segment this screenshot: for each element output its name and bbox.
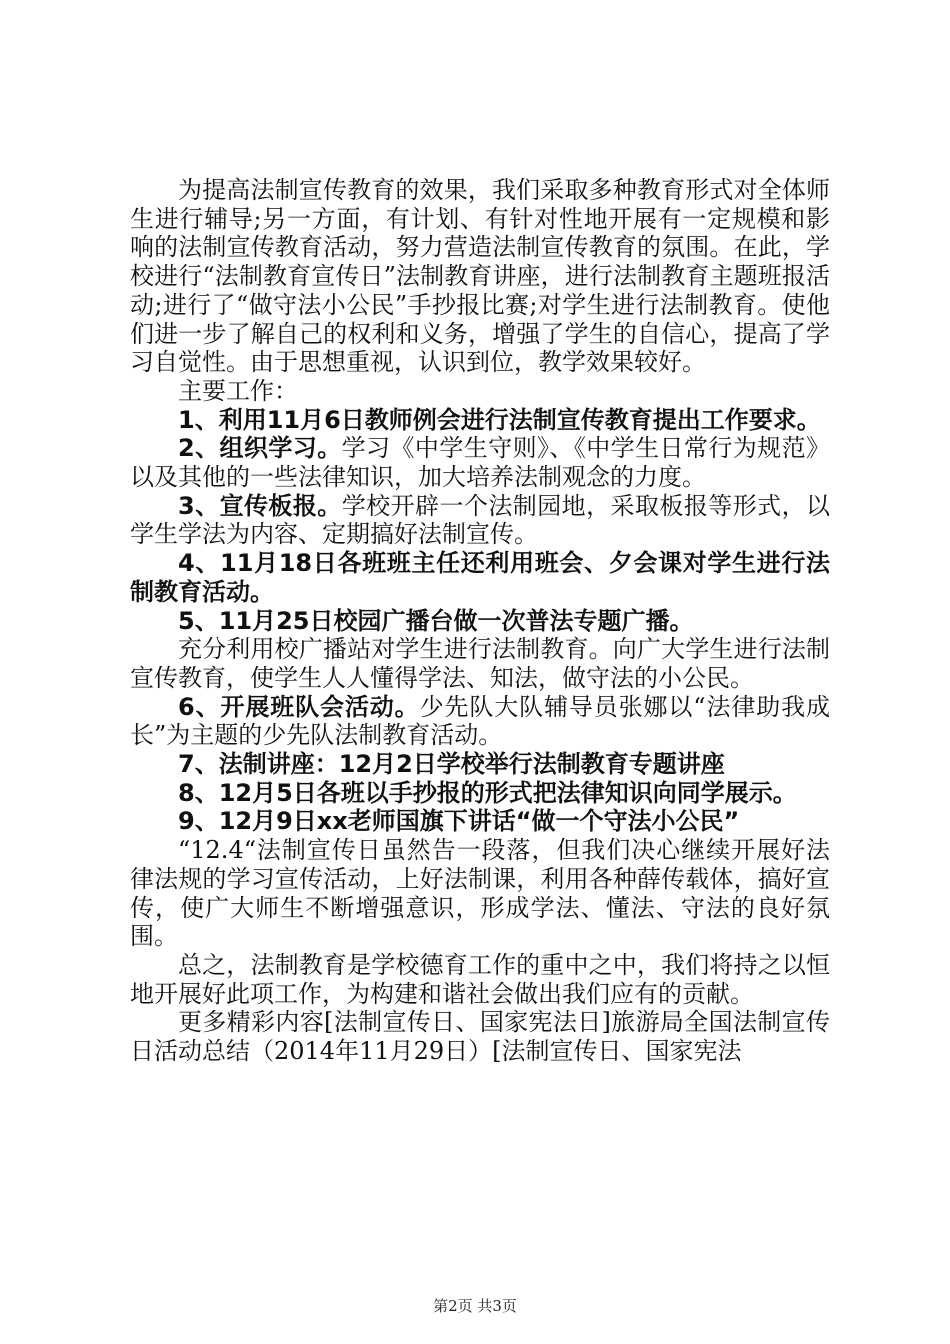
work-item-4-title: 4、11月18日各班班主任还利用班会、夕会课对学生进行法制教育活动。: [130, 549, 830, 606]
work-item-9-title: 9、12月9日xx老师国旗下讲话“做一个守法小公民”: [178, 807, 740, 836]
work-item-1-title: 1、利用11月6日教师例会进行法制宣传教育提出工作要求。: [178, 405, 821, 434]
work-item-3: [130, 492, 830, 549]
paragraph-legal-day: “12.4“法制宣传日虽然告一段落，但我们决心继续开展好法律法规的学习宣传活动，上好法制课，利用各种薛传载体，搞好宣传，使广大师生不断增强意识，形成学法、懂法、守法的良好氛围。: [130, 836, 830, 951]
work-item-4: [130, 549, 830, 606]
work-item-3-title: 3、宣传板报。: [178, 491, 342, 520]
work-item-8-title: 8、12月5日各班以手抄报的形式把法律知识向同学展示。: [178, 778, 797, 807]
work-item-8: [130, 779, 830, 808]
page-number-footer: 第2页 共3页: [433, 1297, 517, 1315]
work-item-6-text: 少先队大队辅导员张娜以“法律助我成长”为主题的少先队法制教育活动。: [130, 692, 830, 750]
paragraph-intro: 为提高法制宣传教育的效果，我们采取多种教育形式对全体师生进行辅导;另一方面，有计划、有针对性地开展有一定规模和影响的法制宣传教育活动，努力营造法制宣传教育的氛围。在此，学校进行“法制教育宣传日”法制教育讲座，进行法制教育主题班报活动;进行了“做守法小公民”手抄报比赛;对学生进行法制教育。使他们进一步了解自己的权利和义务，增强了学生的自信心，提高了学习自觉性。由于思想重视，认识到位，教学效果较好。: [130, 176, 830, 377]
paragraph-broadcast: 充分利用校广播站对学生进行法制教育。向广大学生进行法制宣传教育，使学生人人懂得学法、知法，做守法的小公民。: [130, 635, 830, 692]
work-item-5: [130, 607, 830, 636]
work-item-2: [130, 434, 830, 491]
paragraph-conclusion: 总之，法制教育是学校德育工作的重中之中，我们将持之以恒地开展好此项工作，为构建和谐社会做出我们应有的贡献。: [130, 950, 830, 1008]
work-item-3-text: 学校开辟一个法制园地，采取板报等形式，以学生学法为内容、定期搞好法制宣传。: [130, 491, 831, 549]
work-item-6: [130, 693, 830, 750]
work-item-7: [130, 750, 830, 779]
work-item-1: [130, 406, 830, 435]
work-item-7-title: 7、法制讲座：12月2日学校举行法制教育专题讲座: [178, 750, 725, 779]
work-item-5-title: 5、11月25日校园广播台做一次普法专题广播。: [178, 606, 694, 635]
work-item-9: [130, 807, 830, 836]
paragraph-more-content: 更多精彩内容[法制宣传日、国家宪法日]旅游局全国法制宣传日活动总结（2014年11月29日）[法制宣传日、国家宪法: [130, 1008, 830, 1066]
work-item-6-title: 6、开展班队会活动。: [178, 692, 420, 721]
paragraph-main-work-heading: 主要工作：: [178, 376, 298, 405]
work-item-2-title: 2、组织学习。: [178, 434, 342, 463]
work-item-2-text: 学习《中学生守则》、《中学生日常行为规范》以及其他的一些法律知识，加大培养法制观念的力度。: [130, 434, 831, 492]
document-body: [130, 176, 830, 1066]
